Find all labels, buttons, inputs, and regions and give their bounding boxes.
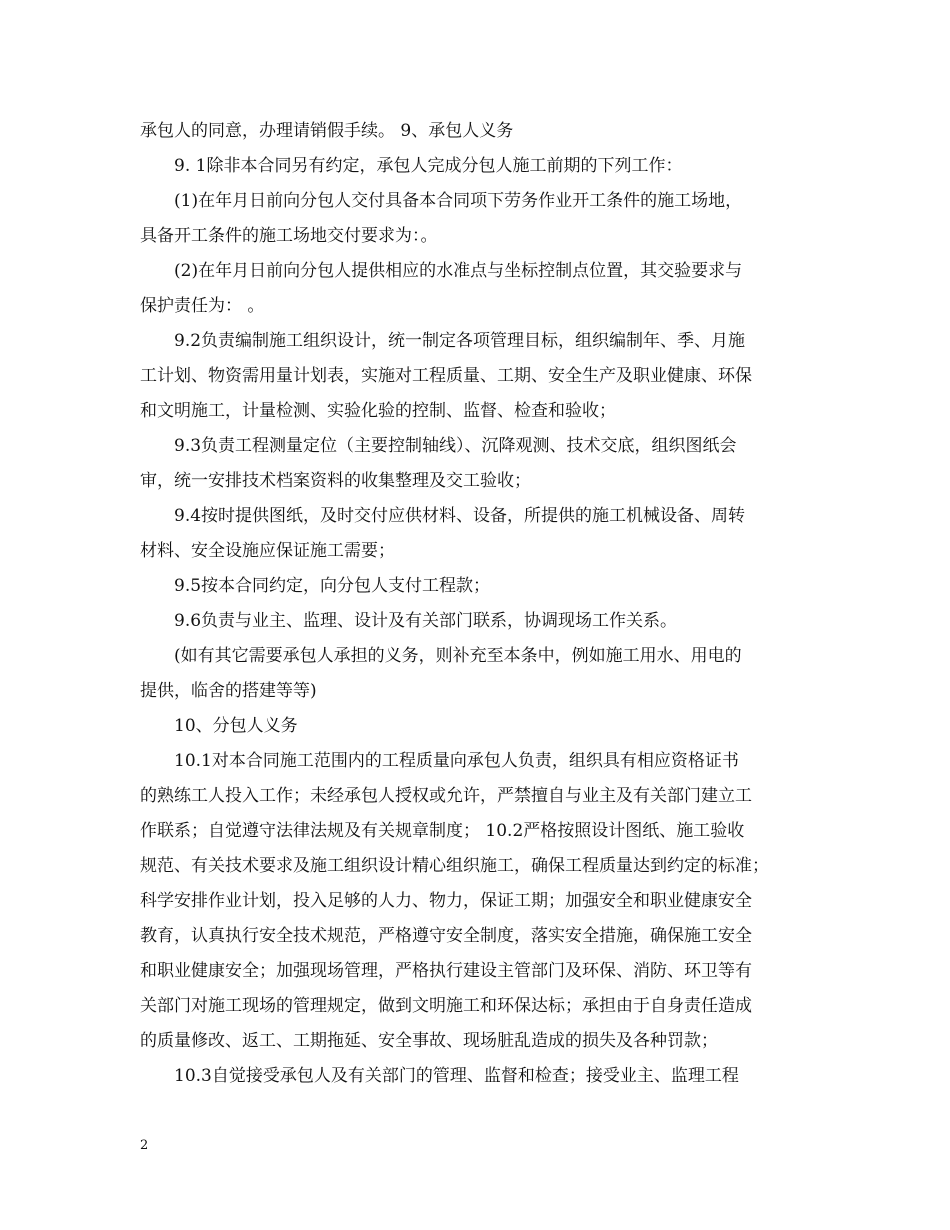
text-line: 9.6负责与业主、监理、设计及有关部门联系，协调现场工作关系。 <box>174 611 678 631</box>
text-line: 9.2负责编制施工组织设计，统一制定各项管理目标，组织编制年、季、月施 <box>174 331 746 351</box>
text-line: (1)在年月日前向分包人交付具备本合同项下劳务作业开工条件的施工场地， <box>174 191 743 211</box>
text-line: (如有其它需要承包人承担的义务，则补充至本条中，例如施工用水、用电的 <box>174 646 742 666</box>
document-body <box>140 114 812 1094</box>
text-line: 工计划、物资需用量计划表，实施对工程质量、工期、安全生产及职业健康、环保 <box>140 366 752 386</box>
text-line: 的熟练工人投入工作；未经承包人授权或允许，严禁擅自与业主及有关部门建立工 <box>140 786 752 806</box>
text-line: 保护责任为： 。 <box>140 296 265 316</box>
text-line: 和职业健康安全；加强现场管理，严格执行建设主管部门及环保、消防、环卫等有 <box>140 961 752 981</box>
text-line: 和文明施工，计量检测、实验化验的控制、监督、检查和验收； <box>140 401 616 421</box>
text-line: 提供，临舍的搭建等等) <box>140 681 317 701</box>
text-line: 审，统一安排技术档案资料的收集整理及交工验收； <box>140 471 531 491</box>
text-line: 具备开工条件的施工场地交付要求为：。 <box>140 226 438 246</box>
text-line: 10、分包人义务 <box>174 716 298 736</box>
text-line: 科学安排作业计划，投入足够的人力、物力，保证工期；加强安全和职业健康安全 <box>140 891 752 911</box>
text-line: 9.3负责工程测量定位（主要控制轴线）、沉降观测、技术交底，组织图纸会 <box>174 436 737 456</box>
text-line: (2)在年月日前向分包人提供相应的水准点与坐标控制点位置，其交验要求与 <box>174 261 743 281</box>
text-line: 的质量修改、返工、工期拖延、安全事故、现场脏乱造成的损失及各种罚款； <box>140 1031 718 1051</box>
text-line: 承包人的同意，办理请销假手续。 9、承包人义务 <box>140 121 514 141</box>
text-line: 10.3自觉接受承包人及有关部门的管理、监督和检查；接受业主、监理工程 <box>174 1066 739 1086</box>
page-number: 2 <box>140 1138 149 1153</box>
text-line: 材料、安全设施应保证施工需要； <box>140 541 395 561</box>
text-line: 9.4按时提供图纸，及时交付应供材料、设备，所提供的施工机械设备、周转 <box>174 506 746 526</box>
text-line: 9.5按本合同约定，向分包人支付工程款； <box>174 576 491 596</box>
text-line: 作联系；自觉遵守法律法规及有关规章制度； 10.2严格按照设计图纸、施工验收 <box>140 821 745 841</box>
text-line: 关部门对施工现场的管理规定，做到文明施工和环保达标；承担由于自身责任造成 <box>140 996 752 1016</box>
text-line: 规范、有关技术要求及施工组织设计精心组织施工，确保工程质量达到约定的标准； <box>140 856 769 876</box>
text-line: 10.1对本合同施工范围内的工程质量向承包人负责，组织具有相应资格证书 <box>174 751 739 771</box>
text-line: 9. 1除非本合同另有约定，承包人完成分包人施工前期的下列工作： <box>174 156 683 176</box>
text-line: 教育，认真执行安全技术规范，严格遵守安全制度，落实安全措施，确保施工安全 <box>140 926 752 946</box>
